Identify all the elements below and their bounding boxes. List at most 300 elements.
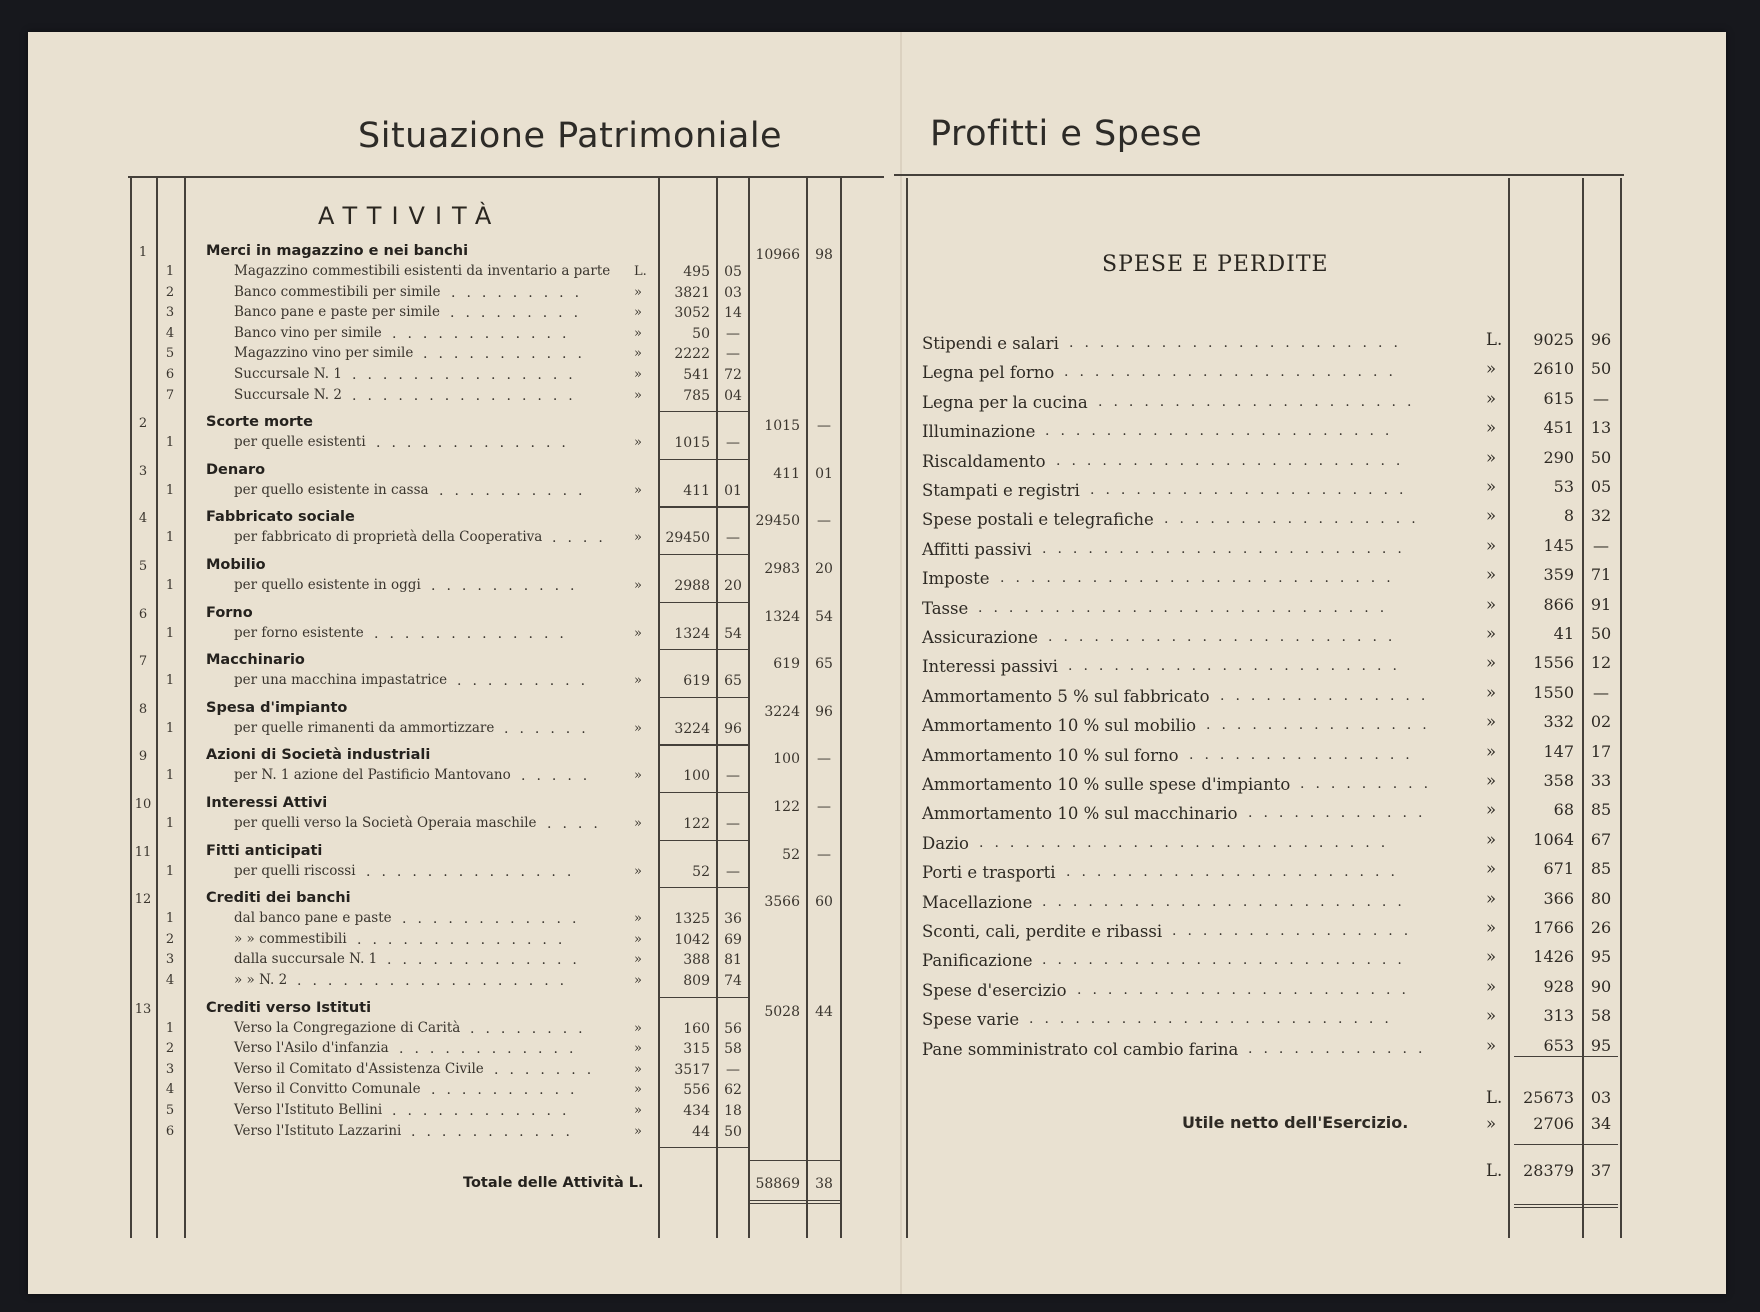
expense-mark: »	[1486, 976, 1497, 996]
item-label: per una macchina impastatrice	[234, 672, 448, 689]
item-value: 50	[692, 325, 710, 342]
item-value: 785	[683, 387, 710, 404]
expense-cents: 80	[1590, 888, 1612, 908]
section-total: 3566	[764, 894, 800, 911]
item-label: Banco vino per simile	[234, 324, 382, 341]
attivita-heading: ATTIVITÀ	[318, 202, 502, 230]
item-mark: »	[634, 325, 642, 341]
expense-cents: 67	[1590, 829, 1612, 849]
item-cents: 58	[724, 1041, 742, 1058]
dot-leader: ..........	[431, 1083, 586, 1098]
dot-leader: ............	[402, 912, 588, 927]
section-number: 10	[134, 797, 152, 812]
item-cents: 50	[724, 1123, 742, 1140]
item-cents: 04	[724, 387, 742, 404]
totale-cents: 38	[815, 1176, 833, 1192]
ledger-sheet	[28, 32, 1726, 1294]
item-cents: —	[726, 346, 740, 363]
expense-label: Imposte	[922, 569, 990, 589]
subtotal-cents: 03	[1590, 1088, 1612, 1107]
item-value: 411	[683, 482, 710, 499]
dot-leader: ...............	[352, 368, 584, 382]
subtotal-rule	[718, 792, 748, 793]
item-mark: »	[634, 284, 642, 300]
expense-label: Spese varie	[922, 1010, 1020, 1030]
item-number: 4	[165, 973, 175, 988]
item-mark: »	[634, 863, 642, 879]
subtotal-rule	[660, 459, 716, 460]
expense-cents: 95	[1590, 1035, 1612, 1055]
item-value: 160	[683, 1020, 710, 1037]
expense-value: 332	[1543, 712, 1574, 732]
item-cents: 20	[724, 578, 742, 594]
page-fold	[900, 32, 902, 1294]
section-title: Spesa d'impianto	[206, 699, 348, 716]
item-value: 315	[683, 1041, 710, 1058]
dot-leader: ......	[504, 721, 597, 736]
subtotal-rule	[660, 887, 716, 888]
item-value: 2222	[674, 346, 710, 363]
item-cents: —	[726, 325, 740, 342]
item-mark: »	[634, 673, 642, 689]
item-label: Magazzino commestibili esistenti da inventario a parte	[234, 263, 611, 279]
expense-value: 866	[1543, 594, 1574, 614]
item-number: 4	[165, 1082, 175, 1098]
subtotal-rule	[660, 1147, 716, 1148]
item-mark: »	[634, 1020, 642, 1036]
section-total: 619	[773, 656, 800, 673]
expense-label: Pane somministrato col cambio farina	[922, 1039, 1239, 1059]
item-cents: 03	[724, 284, 742, 301]
expense-cents: 12	[1590, 653, 1612, 673]
item-number: 6	[165, 1123, 175, 1139]
expense-mark: »	[1486, 712, 1497, 732]
dot-leader: ......................	[1068, 659, 1408, 674]
expense-label: Porti e trasporti	[922, 863, 1056, 883]
expense-value: 359	[1543, 565, 1574, 585]
item-label: per quello esistente in cassa	[234, 481, 429, 498]
dot-leader: .............	[387, 953, 588, 968]
dot-leader: ...............	[1206, 718, 1438, 733]
expense-label: Stipendi e salari	[922, 334, 1059, 353]
dot-leader: ....	[552, 531, 614, 546]
subtotal-rule	[718, 411, 748, 412]
section-total: 5028	[764, 1003, 800, 1020]
section-number: 2	[138, 416, 148, 432]
expense-value: 1426	[1533, 947, 1574, 967]
expense-label: Ammortamento 10 % sul macchinario	[922, 804, 1238, 824]
section-number: 9	[138, 749, 148, 765]
item-number: 1	[165, 482, 175, 498]
item-cents: 36	[724, 911, 742, 928]
dot-leader: .......................	[1056, 453, 1412, 468]
expense-mark: »	[1486, 594, 1497, 614]
expense-label: Macellazione	[922, 892, 1033, 912]
item-number: 1	[165, 673, 175, 689]
item-mark: »	[634, 1041, 642, 1057]
dot-leader: ......................	[1077, 982, 1417, 997]
item-mark: »	[634, 931, 642, 947]
dot-leader: .........	[457, 674, 597, 689]
item-cents: —	[726, 1061, 740, 1078]
spese-heading: SPESE E PERDITE	[1102, 252, 1329, 277]
dot-leader: .............	[376, 436, 577, 451]
dot-leader: ..............	[357, 932, 574, 947]
subtotal-value: 25673	[1523, 1088, 1574, 1107]
dot-leader: ............	[1248, 1041, 1434, 1056]
grand-mark: L.	[1486, 1161, 1503, 1180]
item-label: Banco pane e paste per simile	[234, 304, 440, 321]
item-label: Verso l'Istituto Lazzarini	[234, 1122, 402, 1139]
expense-mark: »	[1486, 418, 1497, 438]
item-cents: 05	[724, 264, 742, 280]
expense-mark: »	[1486, 741, 1497, 761]
section-title: Crediti dei banchi	[206, 890, 351, 907]
section-number: 6	[138, 606, 148, 622]
expense-label: Ammortamento 10 % sul forno	[922, 745, 1179, 765]
item-value: 3224	[674, 720, 710, 737]
section-number: 4	[138, 511, 148, 527]
expense-value: 147	[1543, 741, 1574, 761]
expense-cents: 91	[1590, 594, 1612, 614]
item-mark: »	[634, 625, 642, 641]
section-title: Mobilio	[206, 557, 266, 573]
section-total: 2983	[764, 561, 800, 577]
expense-mark: »	[1486, 653, 1497, 673]
item-mark: »	[634, 720, 642, 736]
dot-leader: .......................	[1048, 630, 1404, 644]
dot-leader: ............	[399, 1042, 585, 1057]
subtotal-rule	[660, 554, 716, 555]
item-label: Succursale N. 1	[234, 366, 342, 382]
dot-leader: ........................	[1042, 894, 1413, 909]
dot-leader: .........	[1300, 777, 1440, 791]
item-mark: »	[634, 530, 642, 546]
section-total-cents: 98	[815, 247, 833, 263]
item-number: 1	[165, 264, 175, 279]
subtotal-rule	[660, 997, 716, 998]
expense-value: 358	[1543, 771, 1574, 790]
dot-leader: ............	[392, 1104, 578, 1118]
section-total-cents: 01	[815, 465, 833, 482]
expense-mark: »	[1486, 565, 1497, 585]
expense-mark: »	[1486, 1006, 1497, 1026]
expense-label: Spese postali e telegrafiche	[922, 510, 1154, 530]
item-mark: »	[634, 1123, 642, 1139]
expense-cents: 50	[1590, 359, 1612, 379]
dot-leader: ...............	[352, 388, 584, 403]
section-number: 1	[138, 245, 148, 260]
expense-cents: 05	[1590, 477, 1612, 496]
item-value: 809	[683, 973, 710, 989]
expense-cents: 33	[1590, 771, 1612, 790]
item-cents: —	[726, 530, 740, 547]
dot-leader: ........	[470, 1021, 594, 1036]
expense-cents: 58	[1590, 1006, 1612, 1026]
expense-value: 2610	[1533, 359, 1574, 379]
expense-cents: 96	[1590, 330, 1612, 349]
expense-mark: »	[1486, 359, 1497, 379]
grand-cents: 37	[1590, 1161, 1612, 1180]
right-table-top-rule	[894, 174, 1624, 176]
item-number: 1	[165, 1020, 175, 1036]
item-value: 1325	[674, 911, 710, 928]
item-mark: »	[634, 1061, 642, 1077]
expense-cents: 17	[1590, 741, 1612, 761]
item-mark: L.	[634, 264, 647, 279]
item-cents: 62	[724, 1082, 742, 1099]
section-title: Azioni di Società industriali	[206, 747, 431, 764]
expense-label: Legna pel forno	[922, 363, 1055, 383]
expense-mark: L.	[1486, 330, 1503, 349]
section-total: 100	[773, 751, 800, 768]
item-cents: —	[726, 435, 740, 452]
subtotal-rule	[660, 792, 716, 793]
subtotal-rule	[660, 840, 716, 841]
item-cents: 96	[724, 720, 742, 737]
expense-value: 145	[1543, 535, 1574, 555]
expense-mark: »	[1486, 800, 1497, 820]
dot-leader: .........	[451, 285, 591, 300]
utile-mark: »	[1486, 1114, 1497, 1133]
dot-leader: .......................	[1045, 424, 1401, 439]
subtotal-mark: L.	[1486, 1088, 1503, 1107]
item-cents: 81	[724, 952, 742, 969]
dot-leader: ........................	[1029, 1012, 1400, 1027]
expense-label: Spese d'esercizio	[922, 980, 1067, 1000]
expense-label: Assicurazione	[922, 628, 1039, 647]
expense-value: 615	[1543, 388, 1574, 408]
item-number: 2	[165, 931, 175, 947]
item-mark: »	[634, 952, 642, 968]
item-mark: »	[634, 911, 642, 927]
dot-leader: .....	[521, 769, 599, 784]
item-value: 1042	[674, 931, 710, 948]
expense-label: Legna per la cucina	[922, 392, 1088, 412]
item-label: Verso l'Asilo d'infanzia	[234, 1040, 389, 1057]
expense-cents: 95	[1590, 947, 1612, 967]
dot-leader: ......................	[1066, 865, 1406, 880]
item-label: per forno esistente	[234, 624, 364, 641]
expense-mark: »	[1486, 506, 1497, 526]
expense-mark: »	[1486, 477, 1497, 496]
item-number: 1	[165, 863, 175, 879]
item-cents: 56	[724, 1020, 742, 1037]
subtotal-rule	[660, 744, 716, 745]
section-number: 3	[138, 463, 148, 479]
dot-leader: .......	[494, 1062, 603, 1077]
section-number: 8	[138, 701, 148, 717]
section-title: Fitti anticipati	[206, 842, 323, 859]
dot-leader: ......................	[1069, 336, 1409, 350]
section-total: 29450	[755, 513, 800, 530]
section-title: Macchinario	[206, 652, 305, 669]
expense-label: Interessi passivi	[922, 657, 1058, 677]
section-number: 11	[134, 844, 152, 860]
dot-leader: ....	[547, 817, 609, 831]
section-total: 52	[782, 846, 800, 863]
item-label: per N. 1 azione del Pastificio Mantovano	[234, 767, 511, 784]
section-total: 122	[773, 799, 800, 815]
section-total: 1015	[764, 418, 800, 435]
item-value: 434	[683, 1103, 710, 1119]
utile-label: Utile netto dell'Esercizio.	[1182, 1113, 1409, 1132]
expense-value: 9025	[1533, 330, 1574, 349]
dot-leader: ...........	[411, 1124, 581, 1139]
item-cents: 72	[724, 367, 742, 383]
expense-value: 928	[1543, 976, 1574, 996]
dot-leader: ......................	[1064, 365, 1404, 380]
section-number: 13	[134, 1001, 152, 1017]
totale-value: 58869	[755, 1176, 800, 1192]
expense-mark: »	[1486, 1035, 1497, 1055]
item-value: 3052	[674, 305, 710, 322]
item-value: 556	[683, 1082, 710, 1099]
expense-value: 290	[1543, 447, 1574, 467]
item-label: dal banco pane e paste	[234, 910, 392, 927]
section-total: 3224	[764, 703, 800, 720]
item-mark: »	[634, 1082, 642, 1098]
item-number: 5	[165, 346, 175, 362]
expense-cents: 50	[1590, 624, 1612, 643]
utile-value: 2706	[1533, 1114, 1574, 1133]
expense-label: Riscaldamento	[922, 451, 1046, 471]
expense-cents: 26	[1590, 918, 1612, 937]
dot-leader: ............	[1248, 806, 1434, 821]
expense-mark: »	[1486, 388, 1497, 408]
dot-leader: .............	[374, 626, 575, 641]
expense-value: 1064	[1533, 829, 1574, 849]
expense-value: 313	[1543, 1006, 1574, 1026]
subtotal-rule	[718, 554, 748, 555]
expense-cents: 13	[1590, 418, 1612, 438]
item-label: per quelle esistenti	[234, 434, 366, 451]
item-number: 3	[165, 305, 175, 321]
dot-leader: .....................	[1090, 483, 1415, 497]
item-cents: —	[726, 768, 740, 785]
expense-mark: »	[1486, 888, 1497, 908]
section-total-cents: 44	[815, 1003, 833, 1020]
utile-cents: 34	[1590, 1114, 1612, 1133]
item-label: Verso il Comitato d'Assistenza Civile	[234, 1060, 484, 1077]
item-mark: »	[634, 346, 642, 362]
section-total: 10966	[755, 247, 800, 263]
expense-label: Tasse	[922, 598, 969, 618]
expense-label: Panificazione	[922, 951, 1033, 971]
item-mark: »	[634, 768, 642, 784]
expense-cents: 71	[1590, 565, 1612, 585]
dot-leader: ..........	[439, 483, 594, 498]
expense-mark: »	[1486, 947, 1497, 967]
section-total-cents: 65	[815, 656, 833, 673]
item-number: 1	[165, 768, 175, 784]
expense-label: Ammortamento 10 % sulle spese d'impianto	[922, 775, 1291, 794]
dot-leader: ...............	[1189, 747, 1421, 762]
section-total-cents: —	[817, 418, 831, 435]
expense-label: Ammortamento 5 % sul fabbricato	[922, 686, 1210, 706]
item-number: 3	[165, 952, 175, 968]
expense-label: Affitti passivi	[922, 539, 1032, 559]
item-cents: 65	[724, 673, 742, 690]
item-label: per quelli verso la Società Operaia maschile	[234, 815, 537, 831]
item-value: 44	[692, 1123, 710, 1140]
expense-label: Illuminazione	[922, 422, 1036, 442]
subtotal-rule	[718, 744, 748, 745]
section-total-cents: —	[817, 799, 831, 815]
expense-mark: »	[1486, 918, 1497, 937]
dot-leader: ..................	[297, 974, 576, 988]
expense-value: 1556	[1533, 653, 1574, 673]
subtotal-rule	[718, 1147, 748, 1148]
expense-cents: —	[1593, 388, 1609, 408]
section-title: Scorte morte	[206, 414, 313, 431]
item-mark: »	[634, 435, 642, 451]
item-label: per fabbricato di proprietà della Cooperativa	[234, 529, 543, 546]
left-table-top-rule	[128, 176, 884, 178]
item-cents: 54	[724, 625, 742, 642]
section-total: 411	[773, 465, 800, 482]
section-total-cents: 96	[815, 703, 833, 720]
expense-value: 366	[1543, 888, 1574, 908]
right-page-title: Profitti e Spese	[930, 114, 1203, 154]
section-title: Denaro	[206, 461, 266, 478]
section-title: Crediti verso Istituti	[206, 999, 372, 1016]
item-number: 2	[165, 1041, 175, 1057]
expense-value: 68	[1553, 800, 1574, 820]
item-mark: »	[634, 973, 642, 988]
item-number: 1	[165, 720, 175, 736]
item-mark: »	[634, 482, 642, 498]
item-number: 1	[165, 816, 175, 831]
expense-label: Dazio	[922, 833, 969, 853]
item-number: 1	[165, 530, 175, 546]
totale-label: Totale delle Attività L.	[463, 1175, 644, 1191]
subtotal-rule	[718, 459, 748, 460]
section-number: 7	[138, 654, 148, 670]
grand-value: 28379	[1523, 1161, 1574, 1180]
subtotal-rule	[718, 602, 748, 603]
section-title: Interessi Attivi	[206, 795, 328, 811]
section-total-cents: 60	[815, 894, 833, 911]
item-label: Verso l'Istituto Bellini	[234, 1102, 383, 1118]
expense-label: Ammortamento 10 % sul mobilio	[922, 716, 1197, 736]
expense-cents: 85	[1590, 859, 1612, 879]
dot-leader: ...........	[423, 347, 593, 362]
item-number: 1	[165, 578, 175, 593]
item-number: 6	[165, 367, 175, 382]
item-value: 29450	[665, 530, 710, 547]
item-number: 5	[165, 1103, 175, 1118]
subtotal-rule	[660, 649, 716, 650]
subtotal-rule	[718, 506, 748, 507]
expense-mark: »	[1486, 624, 1497, 643]
item-number: 3	[165, 1061, 175, 1077]
item-mark: »	[634, 367, 642, 382]
subtotal-rule	[718, 697, 748, 698]
item-value: 52	[692, 863, 710, 880]
expense-label: Sconti, cali, perdite e ribassi	[922, 922, 1163, 941]
item-cents: 69	[724, 931, 742, 948]
dot-leader: ..........	[431, 579, 586, 593]
expense-cents: 50	[1590, 447, 1612, 467]
expense-mark: »	[1486, 771, 1497, 790]
subtotal-rule	[660, 697, 716, 698]
item-value: 3821	[674, 284, 710, 301]
dot-leader: ........................	[1042, 541, 1413, 556]
dot-leader: ...........................	[979, 835, 1397, 850]
item-number: 7	[165, 387, 175, 403]
dot-leader: ........................	[1042, 953, 1413, 968]
